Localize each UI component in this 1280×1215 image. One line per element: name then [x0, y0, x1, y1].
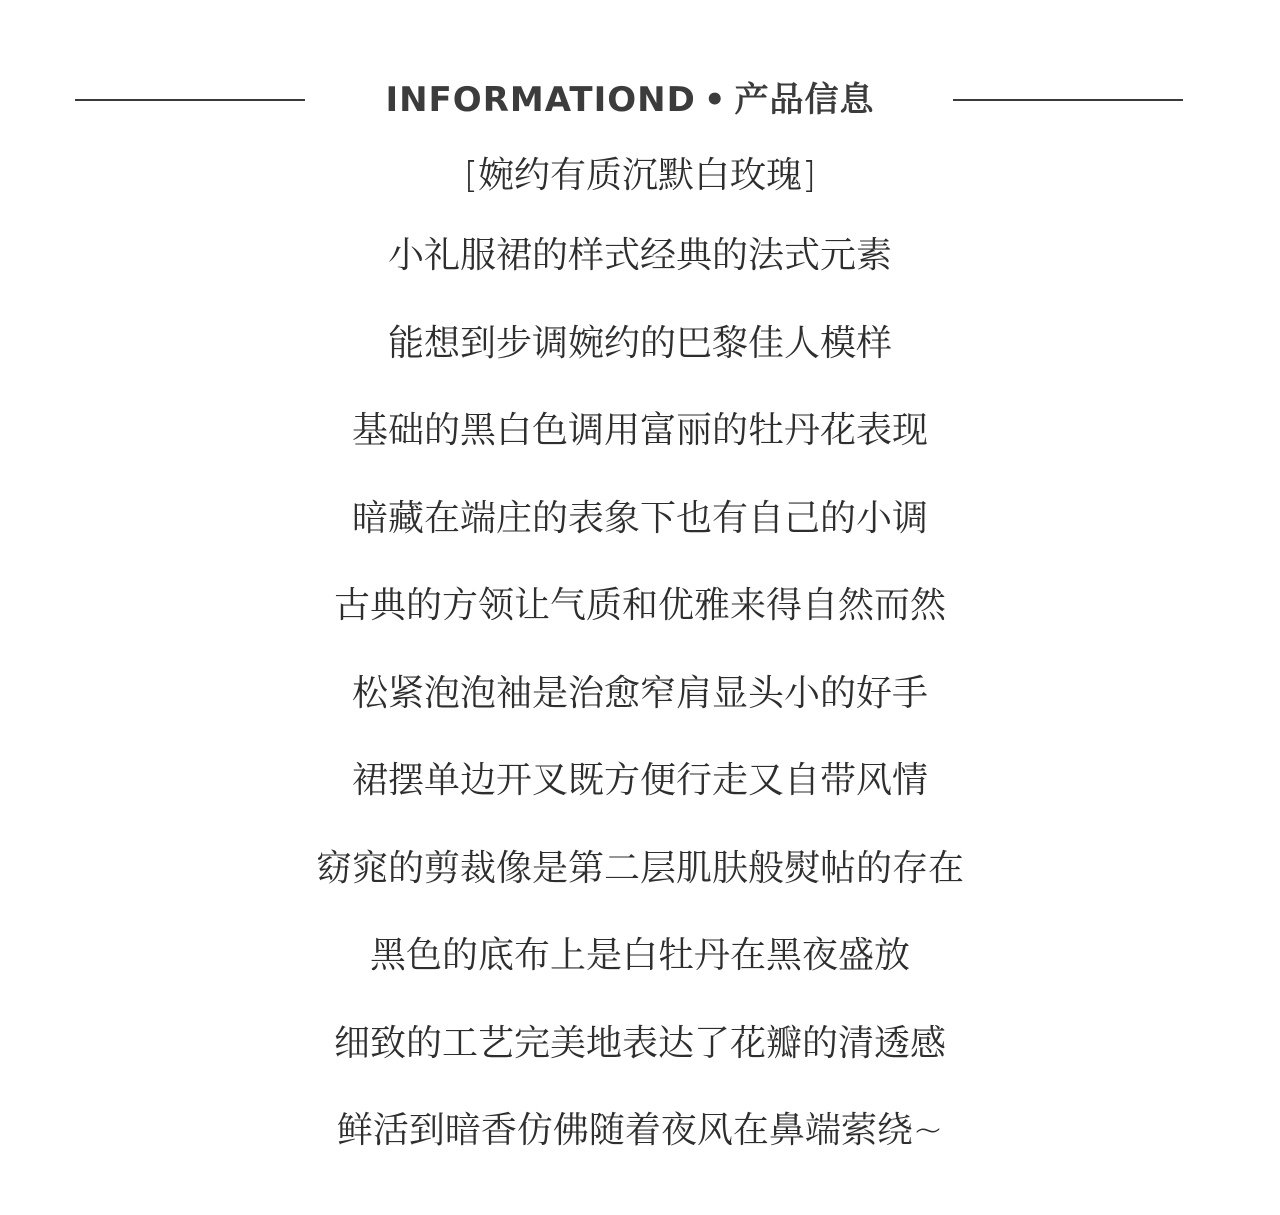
section-header [0, 70, 1280, 130]
description-line: 窈窕的剪裁像是第二层肌肤般熨帖的存在 [315, 847, 964, 889]
description-line: 基础的黑白色调用富丽的牡丹花表现 [351, 410, 928, 451]
description-line: 小礼服裙的样式经典的法式元素 [387, 235, 892, 276]
description-line: 裙摆单边开叉既方便行走又自带风情 [351, 760, 928, 801]
description-line: 古典的方领让气质和优雅来得自然而然 [333, 585, 946, 626]
product-description [0, 140, 1280, 1183]
description-line: 细致的工艺完美地表达了花瓣的清透感 [333, 1022, 946, 1064]
section-title-en: INFORMATIOND [385, 80, 696, 120]
description-line: 鲜活到暗香仿佛随着夜风在鼻端萦绕~ [336, 1110, 944, 1151]
description-line: 暗藏在端庄的表象下也有自己的小调 [351, 497, 928, 539]
section-title-zh: 产品信息 [734, 80, 875, 120]
description-line: 松紧泡泡袖是治愈窄肩显头小的好手 [351, 672, 928, 714]
header-divider-left [75, 99, 305, 101]
title-separator: • [703, 80, 727, 120]
description-line: 能想到步调婉约的巴黎佳人模样 [387, 322, 892, 364]
header-divider-right [953, 99, 1183, 101]
product-subtitle: [婉约有质沉默白玫瑰] [463, 155, 817, 196]
description-line: 黑色的底布上是白牡丹在黑夜盛放 [369, 935, 910, 976]
section-title [330, 70, 930, 130]
